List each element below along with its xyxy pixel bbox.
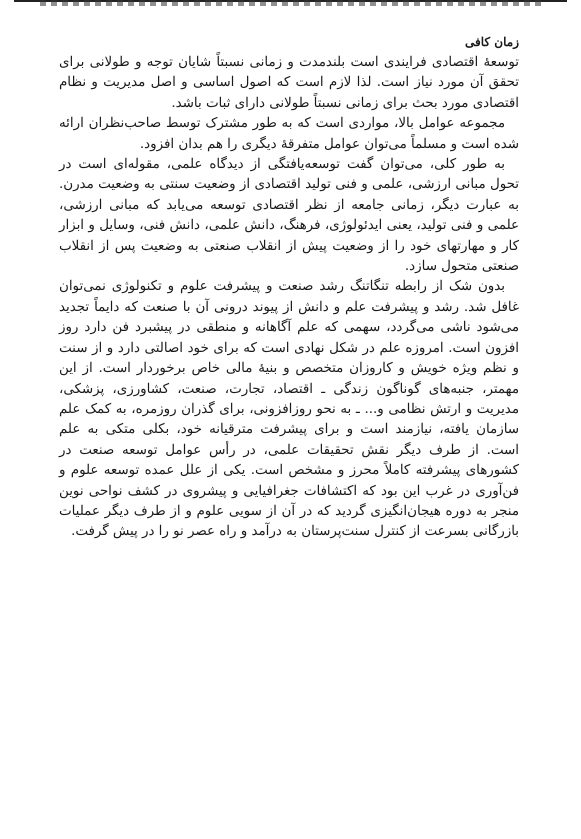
paragraph-1: توسعهٔ اقتصادی فرایندی است بلندمدت و زمانی نسبتاً شایان توجه و طولانی برای تحقق آن مورد نیاز است. لذا لازم است که اصول اساسی و اصل مدیریت و نظام اقتصادی مورد بحث برای زمانی نسبتاً طولانی دارای ثبات باشد. [59,55,519,111]
cropped-header-text [40,0,541,6]
paragraph-2: مجموعه عوامل بالا، مواردی است که به طور مشترک توسط صاحب‌نظران ارائه شده است و مسلماً می‌توان عوامل متفرقهٔ دیگری را هم بدان افزود. [59,116,519,152]
body-text [59,53,519,543]
paragraph-3: به طور کلی، می‌توان گفت توسعه‌یافتگی از دیدگاه علمی، مقوله‌ای است در تحول مبانی ارزشی، علمی و فنی تولید اقتصادی از وضعیت سنتی به وضعیت مدرن. به عبارت دیگر، زمانی جامعه از نظر اقتصادی توسعه می‌یابد که مبانی ارزشی، علمی و فنی تولید، یعنی ایدئولوژی، فرهنگ، دانش علمی، دانش فنی، وسایل و ابزار کار و مهارتهای خود را از وضعیت پیش از انقلاب صنعتی به وضعیت پس از انقلاب صنعتی متحول سازد. [59,157,519,275]
paragraph-4: بدون شک از رابطه تنگاتنگ رشد صنعت و پیشرفت علوم و تکنولوژی نمی‌توان غافل شد. رشد و پیشرفت علم و دانش از پیوند درونی آن با صنعت که دایماً تجدید می‌شود ناشی می‌گردد، سهمی که علم آگاهانه و منطقی در پیشبرد فن دارد روز افزون است. امروزه علم در شکل نهادی است که برای خود اصالتی دارد و از سنت و نظم ویژه خویش و کاروزان متخصص و بنیهٔ مالی خاص برخوردار است. از این مهمتر، جنبه‌های گوناگون زندگی ـ اقتصاد، تجارت، صنعت، کشاورزی، پزشکی، مدیریت و ارتش نظامی و... ـ به نحو روزافزونی، برای گذران روزمره، به کمک علم سازمان یافته، نیازمند است و برای پیشرفت مترقیانه خود، بکلی متکی به علم است. از طرف دیگر نقش تحقیقات علمی، در رأس عوامل توسعه صنعت در کشورهای پیشرفته کاملاً محرز و مشخص است. یکی از علل عمده توسعه علوم و فن‌آوری در غرب این بود که اکتشافات جغرافیایی و پیشروی در کشف نواحی نوین منجر به دوره هیجان‌انگیزی گردید که در آن از سویی علوم و از طرف دیگر عملیات بازرگانی بسرعت از کنترل سنت‌پرستان به درآمد و راه عصر نو را در پیش گرفت. [59,279,519,540]
section-heading: زمان کافی [465,35,519,49]
